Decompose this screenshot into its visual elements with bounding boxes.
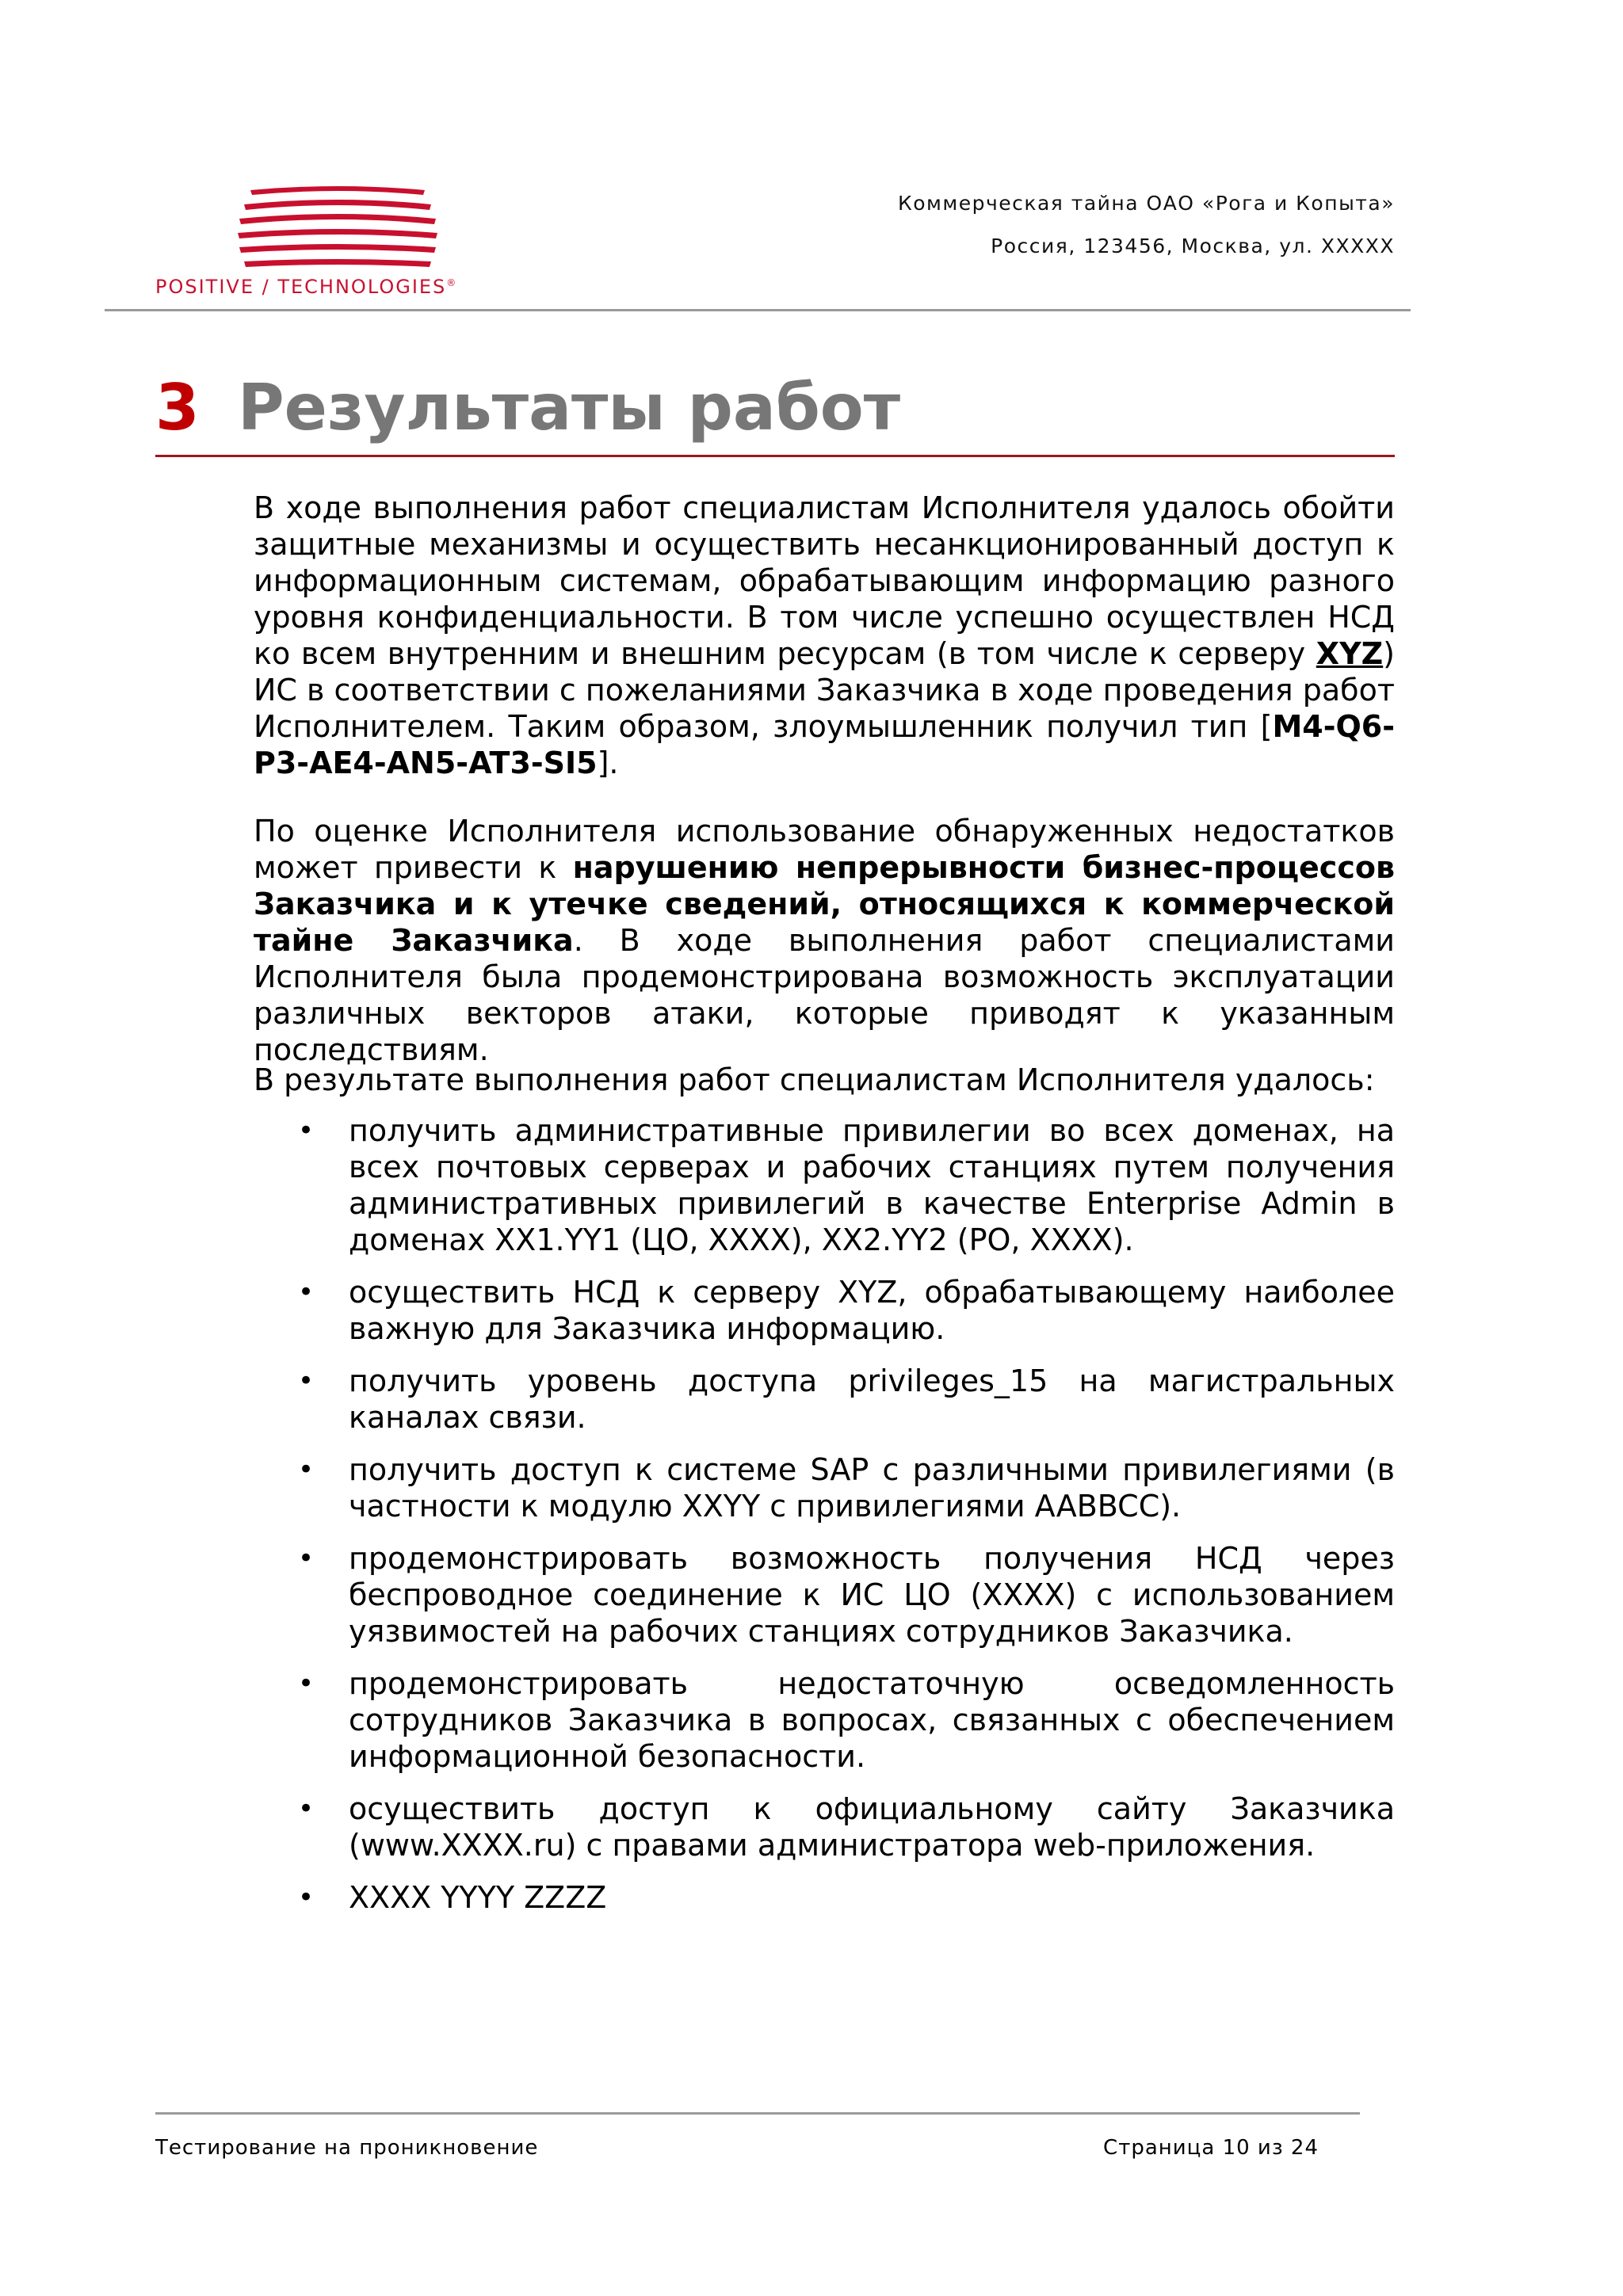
footer-page-number: Страница 10 из 24 [1103, 2136, 1319, 2160]
section-number: 3 [155, 371, 200, 444]
list-item: • получить уровень доступа privileges_15 на магистральных каналах связи. [298, 1363, 1395, 1435]
server-name: XYZ [1316, 636, 1384, 671]
logo-wordmark: POSITIVE / TECHNOLOGIES® [155, 276, 458, 298]
section-title: Результаты работ [238, 371, 901, 444]
footer-divider [155, 2112, 1360, 2115]
paragraph-results-lead: В результате выполнения работ специалистам Исполнителя удалось: [254, 1062, 1375, 1097]
header-address: Россия, 123456, Москва, ул. XXXXX [991, 235, 1395, 257]
bullet-icon: • [298, 1454, 315, 1486]
section-heading [155, 371, 1395, 457]
bullet-icon: • [298, 1793, 315, 1825]
bullet-icon: • [298, 1115, 315, 1146]
list-item: • продемонстрировать возможность получения НСД через беспроводное соединение к ИС ЦО (XXXX) с использованием уязвимостей на рабочих станциях сотрудников Заказчика. [298, 1541, 1395, 1649]
header-divider [105, 309, 1411, 311]
bullet-icon: • [298, 1882, 315, 1913]
list-item: • XXXX YYYY ZZZZ [298, 1880, 607, 1915]
footer-document-title: Тестирование на проникновение [155, 2136, 539, 2160]
list-item: • продемонстрировать недостаточную осведомленность сотрудников Заказчика в вопросах, связанных с обеспечением информационной безопасности. [298, 1666, 1395, 1774]
results-list [298, 1112, 1395, 1932]
paragraph-assessment: По оценке Исполнителя использование обнаруженных недостатков может привести к нарушению непрерывности бизнес-процессов Заказчика и к утечке сведений, относящихся к коммерческой тайне Заказчика. В ходе выполнения работ специалистами Исполнителя была продемонстрирована возможность эксплуатации различных векторов атаки, которые приводят к указанным последствиям. [254, 814, 1396, 1067]
list-item: • осуществить доступ к официальному сайту Заказчика (www.XXXX.ru) с правами администратора web-приложения. [298, 1791, 1395, 1863]
bullet-icon: • [298, 1543, 315, 1574]
list-item: • получить доступ к системе SAP с различными привилегиями (в частности к модулю XXYY с привилегиями AABBCC). [298, 1452, 1395, 1524]
attacker-type-code: M4-Q6-P3-AE4-AN5-AT3-SI5 [254, 709, 1395, 780]
bullet-icon: • [298, 1276, 315, 1308]
paragraph-intro: В ходе выполнения работ специалистам Исполнителя удалось обойти защитные механизмы и осуществить несанкционированный доступ к информационным системам, обрабатывающим информацию разного уровня конфиденциальности. В том числе успешно осуществлен НСД ко всем внутренним и внешним ресурсам (в том числе к серверу XYZ) ИС в соответствии с пожеланиями Заказчика в ходе проведения работ Исполнителем. Таким образом, злоумышленник получил тип [M4-Q6-P3-AE4-AN5-AT3-SI5]. [254, 490, 1395, 780]
impact-statement: нарушению непрерывности бизнес-процессов Заказчика и к утечке сведений, относящихся к коммерческой тайне Заказчика [254, 850, 1396, 958]
header-confidential-notice: Коммерческая тайна ОАО «Рога и Копыта» [897, 192, 1395, 215]
list-item: • осуществить НСД к серверу XYZ, обрабатывающему наиболее важную для Заказчика информацию. [298, 1275, 1395, 1346]
company-logo [155, 184, 520, 303]
list-item: • получить административные привилегии во всех доменах, на всех почтовых серверах и рабочих станциях путем получения административных привилегий в качестве Enterprise Admin в доменах XX1.YY1 (ЦО, XXXX), XX2.YY2 (РО, XXXX). [298, 1113, 1395, 1257]
logo-stripes-icon [155, 184, 520, 271]
bullet-icon: • [298, 1365, 315, 1397]
bullet-icon: • [298, 1668, 315, 1699]
